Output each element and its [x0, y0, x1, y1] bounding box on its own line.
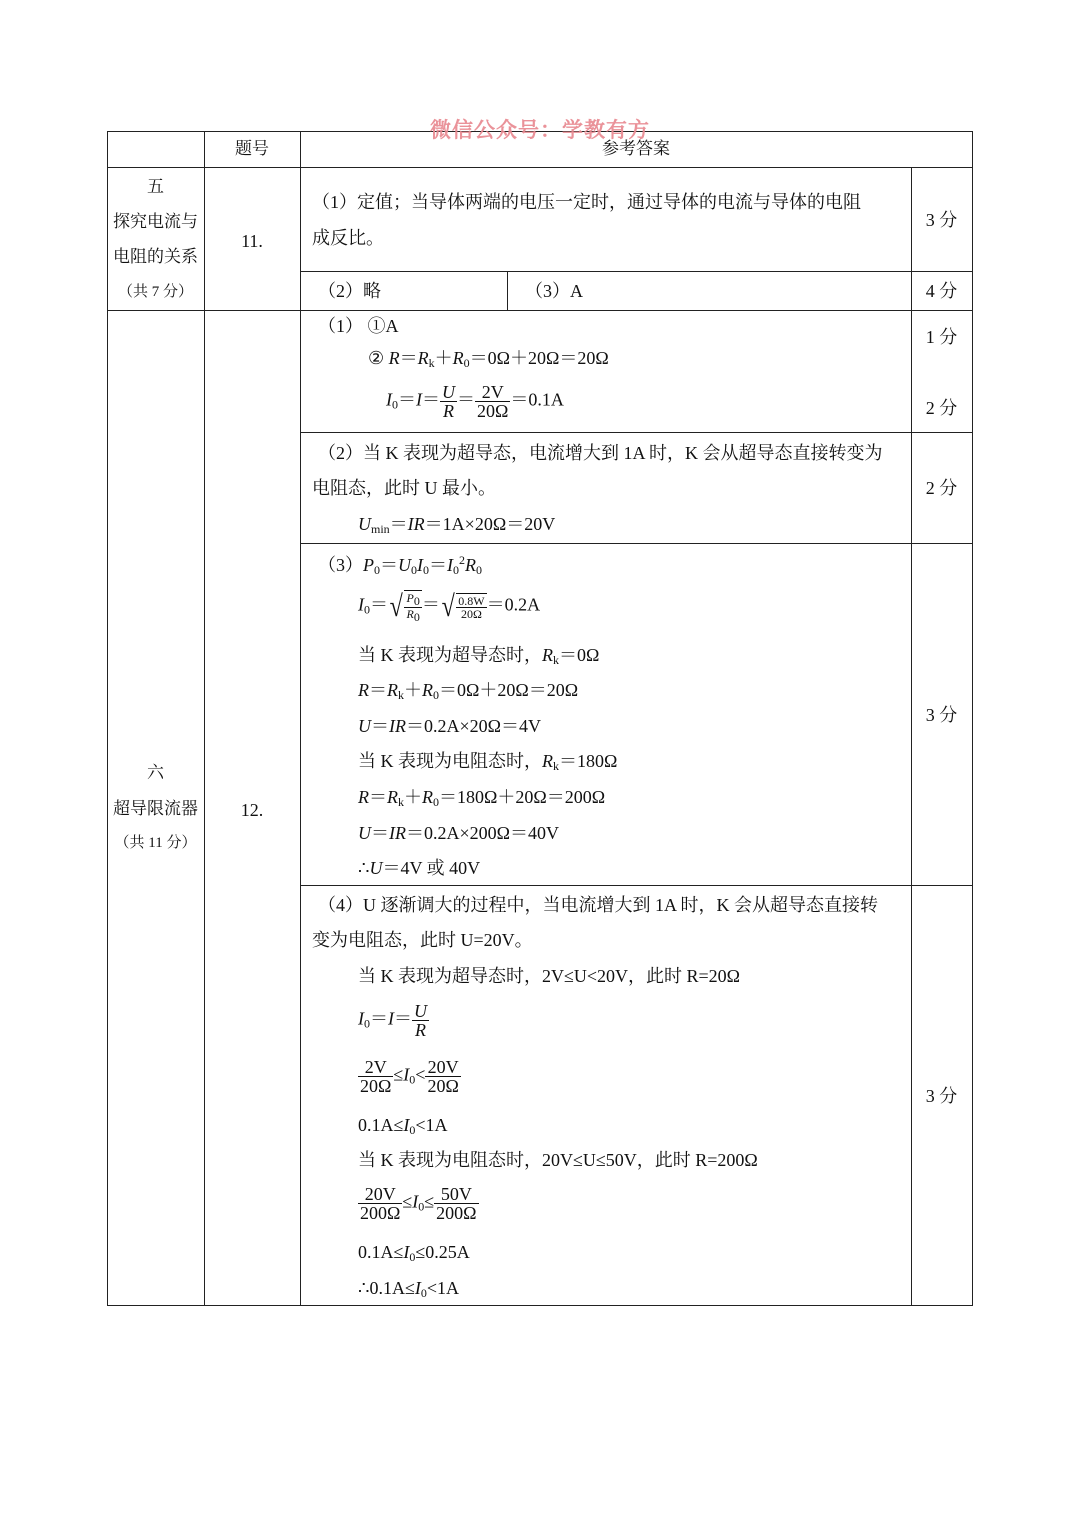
section-title: 探究电流与 — [113, 212, 198, 231]
row-divider — [300, 432, 973, 433]
section-number: 五 — [147, 177, 164, 196]
formula: $0.1A\le I_0\le 0.25A$ — [358, 1242, 470, 1264]
column-divider — [507, 271, 508, 311]
answer-line: （3）A — [525, 281, 583, 301]
question-number: 11. — [241, 231, 263, 251]
answer-line: 当 K 表现为超导态时，2V≤U<20V，此时 R=20Ω — [358, 966, 741, 986]
formula: $R=R_k+R_0=180\Omega+20\Omega=200\Omega$ — [358, 787, 606, 809]
formula: $0.1A\le I_0<1A$ — [358, 1115, 448, 1137]
score: 1 分 — [925, 327, 958, 347]
table-border-right — [972, 131, 973, 1306]
formula: $R=R_k+R_0=0\Omega+20\Omega=20\Omega$ — [358, 680, 579, 702]
formula: $(3)P_0=U_0I_0=I_0^2R_0$ — [318, 553, 482, 577]
answer-line: 当 K 表现为电阻态时，20V≤U≤50V，此时 R=200Ω — [358, 1150, 758, 1170]
row-divider — [300, 271, 973, 272]
answer-line: 电阻态，此时 U 最小。 — [312, 478, 496, 498]
question-number: 12. — [240, 800, 264, 820]
header-reference-answer: 参考答案 — [602, 139, 670, 159]
formula: U＝IR＝0.2A×200Ω＝40V — [358, 823, 560, 843]
table-border-left — [107, 131, 108, 1306]
formula: 当 K 表现为超导态时，$R_k=0\Omega$ — [358, 645, 600, 667]
section-divider — [107, 310, 973, 311]
section-points: （共 11 分） — [114, 835, 197, 851]
score: 3 分 — [925, 210, 958, 230]
formula: $U_{min}=IR=1A\times 20\Omega=20V$ — [358, 514, 556, 536]
header-divider — [107, 167, 973, 168]
header-question-number: 题号 — [235, 139, 269, 159]
answer-line: （2）略 — [318, 281, 381, 301]
section-title: 电阻的关系 — [113, 247, 198, 266]
column-divider — [300, 131, 301, 1306]
formula: 当 K 表现为电阻态时，$R_k=180\Omega$ — [358, 751, 618, 773]
watermark: 微信公众号：学教有方 — [430, 118, 650, 142]
answer-line: （2）当 K 表现为超导态，电流增大到 1A 时，K 会从超导态直接转变为 — [318, 443, 883, 463]
section-title: 超导限流器 — [113, 799, 198, 818]
part-label: （1） — [318, 316, 363, 336]
score: 2 分 — [925, 478, 958, 498]
answer-text: 当 K 表现为超导态时， — [358, 645, 542, 665]
answer-line: 变为电阻态，此时 U=20V。 — [312, 930, 533, 950]
score: 4 分 — [925, 281, 958, 301]
formula: $I_0=√$ $\frac{P_0}{R_0}$ ＝√ $\frac{0.8W}{20\Omega}$ ＝0.2A — [358, 589, 541, 624]
answer-text: ①A — [367, 316, 399, 336]
table-border-bottom — [107, 1305, 973, 1306]
formula: $I_0=I=$ $\frac{U}{R}$ — [358, 1001, 427, 1040]
section-number: 六 — [147, 763, 164, 782]
answer-line — [318, 317, 399, 335]
section-points: （共 7 分） — [117, 284, 193, 300]
formula: $\frac{2V}{20\Omega}$ $\le I_0<$ $\frac{20V}{20\Omega}$ — [360, 1057, 459, 1096]
formula: $\therefore 0.1A\le I_0<1A$ — [358, 1278, 459, 1300]
formula: ∴U＝4V 或 40V — [358, 858, 481, 878]
answer-line: （4）U 逐渐调大的过程中，当电流增大到 1A 时，K 会从超导态直接转 — [318, 895, 879, 915]
column-divider — [204, 131, 205, 1306]
formula: $\frac{20V}{200\Omega}$ $\le I_0\le$ $\frac{50V}{200\Omega}$ — [360, 1184, 477, 1223]
formula: ② $R=R_k+R_0=0\Omega+20\Omega=20\Omega$ — [368, 348, 609, 370]
formula: $I_0=I=$ $\frac{U}{R}$ ＝ $\frac{2V}{20\Omega}$ ＝0.1A — [386, 382, 564, 421]
answer-line: （1）定值；当导体两端的电压一定时，通过导体的电流与导体的电阻 — [312, 192, 861, 212]
answer-line: 成反比。 — [312, 228, 384, 248]
formula: U＝IR＝0.2A×20Ω＝4V — [358, 716, 542, 736]
row-divider — [300, 543, 973, 544]
score: 3 分 — [925, 1086, 958, 1106]
score: 2 分 — [925, 398, 958, 418]
answer-text: 当 K 表现为电阻态时， — [358, 751, 542, 771]
row-divider — [300, 885, 973, 886]
score: 3 分 — [925, 705, 958, 725]
